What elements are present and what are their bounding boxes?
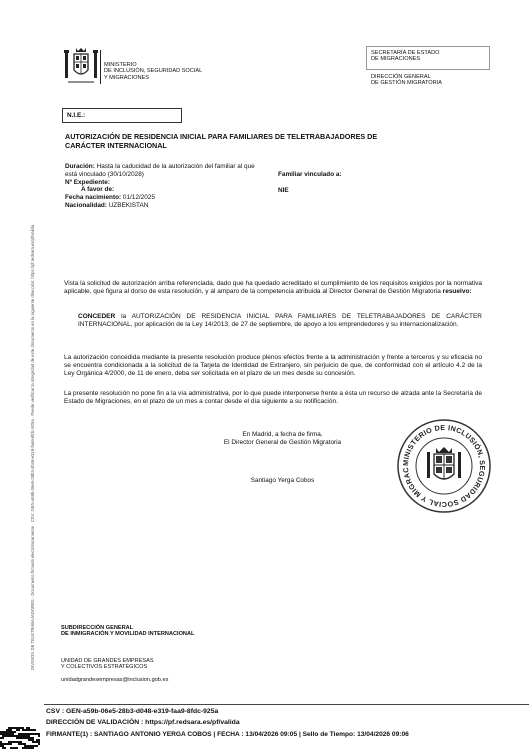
duracion-row: Duración: Hasta la caducidad de la autorización del familiar al que está vinculado (30/10/2028) xyxy=(65,163,255,178)
footer-subdireccion: SUBDIRECCIÓN GENERAL DE INMIGRACIÓN Y MOVILIDAD INTERNACIONAL xyxy=(61,625,195,638)
side-verification-text: DIVISIÓN DE TELETRABAJADORES · Documento firmado electrónicamente · CSV: GEN-a59b-06e5-28b3-d048-e319-faa9-8fdc-925a · Puede verificar la integridad de este documento en la siguiente dirección: https://pf.redsara.es/pf/valida xyxy=(30,224,35,670)
qr-code-icon xyxy=(0,727,40,749)
paragraph-vista: Vista la solicitud de autorización arriba referenciada, dado que ha quedado acreditado el cumplimiento de los requisitos exigidos por la normativa aplicable, que figura al dorso de esta resolución, y al amparo de la competencia atribuida al Director General de Gestión Migratoria resuelvo: xyxy=(64,280,482,296)
validation-url-line: DIRECCIÓN DE VALIDACIÓN : https://pf.redsara.es/pf/valida xyxy=(46,719,240,726)
ministry-divider xyxy=(100,50,101,84)
nacimiento-row: Fecha nacimiento: 01/12/2025 xyxy=(65,194,155,202)
nie-box xyxy=(62,108,182,123)
ministry-name: MINISTERIO DE INCLUSIÓN, SEGURIDAD SOCIAL Y MIGRACIONES xyxy=(104,62,203,81)
signature-name: Santiago Yerga Cobos xyxy=(250,477,315,484)
familiar-nie-label: NIE xyxy=(278,187,289,194)
expediente-row: Nº Expediente: xyxy=(65,178,110,186)
signature-role: El Director General de Gestión Migratoria xyxy=(223,439,342,446)
svg-text:MINISTERIO DE INCLUSIÓN, SEGUR xyxy=(396,418,487,509)
signature-place: En Madrid, a fecha de firma, xyxy=(242,431,323,438)
paragraph-efectos: La autorización concedida mediante la presente resolución produce plenos efectos frente a la administración y frente a terceros y su eficacia no se encuentra condicionada a la solicitud de la Tarjeta de Identidad de Extranjero, sin perjuicio de que, de conformidad con el artículo 4.2 de la Ley Orgánica 4/2000, de 11 de enero, deba ser solicitada en el plazo de un mes desde su concesión. xyxy=(64,354,482,378)
details-left xyxy=(65,163,265,210)
seal-coat-of-arms-icon xyxy=(427,447,461,479)
familiar-vinculado-label: Familiar vinculado a: xyxy=(278,171,342,178)
csv-line: CSV : GEN-a59b-06e5-28b3-d048-e319-faa9-8fdc-925a xyxy=(46,708,219,715)
verification-divider xyxy=(44,704,529,705)
signer-line: FIRMANTE(1) : SANTIAGO ANTONIO YERGA COBOS | FECHA : 13/04/2026 09:05 | Sello de Tiempo: 13/04/2026 09:06 xyxy=(46,731,409,738)
footer-unidad: UNIDAD DE GRANDES EMPRESAS Y COLECTIVOS ESTRATÉGICOS xyxy=(61,658,154,671)
nacionalidad-row: Nacionalidad: UZBEKISTAN xyxy=(65,201,149,209)
paragraph-conceder: CONCEDER la AUTORIZACIÓN DE RESIDENCIA INICIAL PARA FAMILIARES DE TELETRABAJADORES DE CARÁCTER INTERNACIONAL, por aplicación de la Ley 14/2013, de 27 de septiembre, de apoyo a los emprendedores y su internacionalización. xyxy=(78,313,482,329)
direccion-label: DIRECCIÓN GENERAL DE GESTIÓN MIGRATORIA xyxy=(371,74,442,87)
seal-text: MINISTERIO DE INCLUSIÓN, SEGURIDAD SOCIAL Y MIGRAC xyxy=(400,422,488,510)
paragraph-recurso: La presente resolución no pone fin a la vía administrativa, por lo que puede interponerse frente a ésta un recurso de alzada ante la Secretaría de Estado de Migraciones, en el plazo de un mes a contar desde el día siguiente a su notificación. xyxy=(64,390,482,406)
favor-row: A favor de: xyxy=(81,186,115,194)
document-title: AUTORIZACIÓN DE RESIDENCIA INICIAL PARA FAMILIARES DE TELETRABAJADORES DE CARÁCTER INTERNACIONAL xyxy=(65,132,378,150)
nie-label: N.I.E.: xyxy=(67,112,86,119)
ministry-seal xyxy=(396,418,492,514)
coat-of-arms-logo xyxy=(64,46,98,84)
side-verification-strip xyxy=(30,70,38,670)
secretaria-box: SECRETARÍA DE ESTADO DE MIGRACIONES xyxy=(366,46,490,70)
footer-email: unidadgrandesempresas@inclusion.gob.es xyxy=(61,677,169,683)
